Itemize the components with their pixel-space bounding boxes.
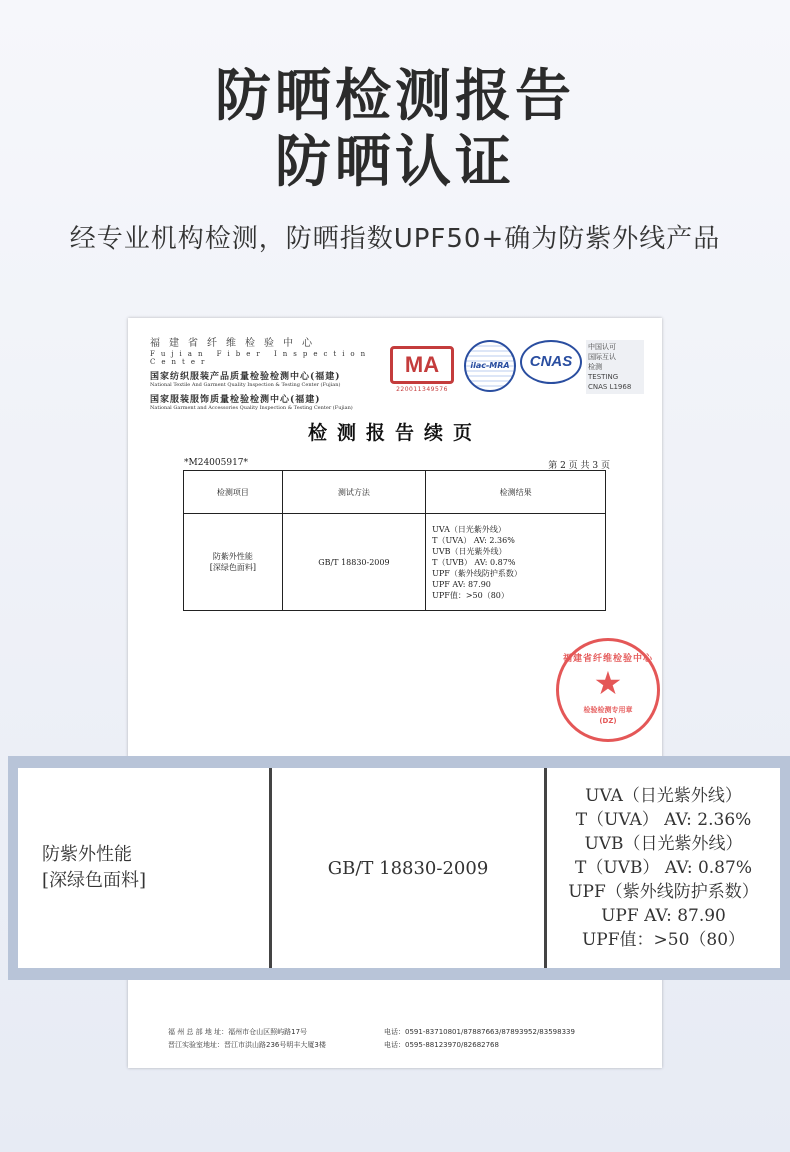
result-line: UVA（日光紫外线）	[432, 524, 506, 534]
issuer-center-cn-2: 国家服装服饰质量检验检测中心(福建)	[150, 395, 321, 405]
seal-code: (DZ)	[599, 717, 617, 725]
result-line: T（UVA） AV: 2.36%	[432, 535, 515, 545]
cnas-text-line: CNAS L1968	[588, 383, 632, 391]
report-number: *M24005917*	[184, 458, 249, 468]
cnas-text-line: 检测	[588, 363, 602, 371]
zoom-cell-result	[546, 768, 781, 968]
ilac-mra-logo: ilac-MRA	[464, 340, 516, 392]
zoom-result-line: UPF值：>50（80）	[581, 930, 746, 950]
zoom-result-line: T（UVA） AV: 2.36%	[575, 810, 752, 830]
result-line: UPF值：>50（80）	[432, 590, 509, 600]
subheadline: 经专业机构检测，防晒指数UPF50+确为防紫外线产品	[69, 224, 721, 254]
zoom-cell-method: GB/T 18830-2009	[271, 768, 546, 968]
magnified-table	[18, 768, 780, 968]
zoom-item-name: 防紫外性能	[42, 844, 132, 865]
result-line: UVB（日光紫外线）	[432, 546, 507, 556]
issuer-center-en-1: National Textile And Garment Quality Inspection & Testing Center (Fujian)	[150, 382, 341, 388]
table-row	[184, 514, 606, 611]
zoom-result-line: UPF AV: 87.90	[601, 906, 726, 926]
cnas-text-line: TESTING	[588, 373, 619, 381]
zoom-result-line: UVB（日光紫外线）	[584, 834, 743, 854]
cnas-text-line: 国际互认	[588, 353, 616, 361]
cma-logo	[390, 346, 454, 393]
footer-address-lab: 晋江实验室地址：晋江市洪山路236号明丰大厦3楼	[168, 1041, 326, 1049]
seal-purpose-text: 检验检测专用章	[583, 706, 633, 714]
page-indicator: 第 2 页 共 3 页	[548, 461, 610, 471]
cell-test-item	[184, 514, 283, 611]
issuer-name-en: Fujian Fiber Inspection Center	[150, 350, 372, 366]
results-table	[183, 470, 606, 611]
cell-test-method: GB/T 18830-2009	[282, 514, 426, 611]
zoom-result-line: T（UVB） AV: 0.87%	[575, 858, 752, 878]
cnas-logo: CNAS	[520, 340, 582, 384]
cma-number: 220011349576	[396, 386, 448, 393]
result-line: T（UVB） AV: 0.87%	[432, 557, 516, 567]
table-row	[18, 768, 780, 968]
official-red-seal	[556, 638, 660, 742]
footer-address-hq: 福 州 总 部 地 址：福州市仓山区照屿路17号	[168, 1028, 308, 1036]
issuer-center-cn-1: 国家纺织服装产品质量检验检测中心(福建)	[150, 372, 341, 382]
star-icon: ★	[593, 664, 623, 702]
report-title: 检测报告续页	[307, 422, 482, 444]
test-item-fabric: [深绿色面料]	[209, 563, 256, 572]
zoom-cell-item	[18, 768, 271, 968]
magnified-result-band	[8, 756, 790, 980]
header-test-method: 测试方法	[282, 471, 426, 514]
seal-org-text: 福建省纤维检验中心	[562, 654, 653, 664]
cnas-text-line: 中国认可	[588, 343, 616, 351]
result-line: UPF AV: 87.90	[432, 579, 491, 589]
result-line: UPF（紫外线防护系数）	[432, 568, 522, 578]
issuer-block	[150, 334, 380, 411]
test-item-name: 防紫外性能	[212, 552, 253, 561]
zoom-item-fabric: [深绿色面料]	[42, 870, 147, 891]
header-test-item: 检测项目	[184, 471, 283, 514]
cma-mark: MA	[390, 346, 454, 384]
header-test-result: 检测结果	[426, 471, 606, 514]
footer-phone-lab: 电话：0595-88123970/82682768	[384, 1041, 499, 1049]
cell-test-result	[426, 514, 606, 611]
zoom-result-line: UPF（紫外线防护系数）	[568, 882, 759, 902]
zoom-result-line: UVA（日光紫外线）	[585, 786, 742, 806]
footer-phone-hq: 电话：0591-83710801/87887663/87893952/83598339	[384, 1028, 575, 1036]
issuer-center-en-2: National Garment and Accessories Quality Inspection & Testing Center (Fujian)	[150, 405, 353, 411]
table-header-row	[184, 471, 606, 514]
headline-line-1: 防晒检测报告	[215, 64, 575, 129]
report-footer	[168, 1026, 638, 1052]
issuer-name-cn: 福建省纤维检验中心	[150, 338, 321, 349]
headline-line-2: 防晒认证	[275, 130, 515, 195]
cnas-accreditation-text	[586, 340, 644, 394]
